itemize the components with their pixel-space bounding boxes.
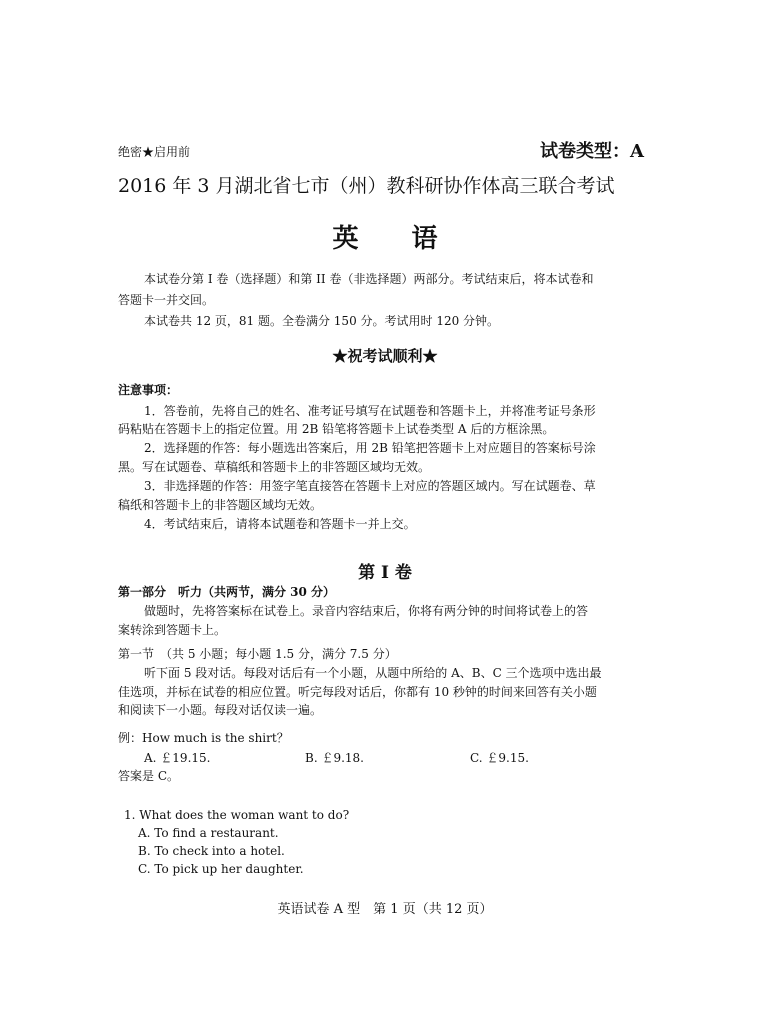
subsection-heading: 第一节 （共 5 小题；每小题 1.5 分，满分 7.5 分） <box>118 647 397 661</box>
note-3-line-1: 3．非选择题的作答：用签字笔直接答在答题卡上对应的答题区域内。写在试题卷、草 <box>144 479 596 493</box>
subsection-instr-line-2: 佳选项，并标在试卷的相应位置。听完每段对话后，你都有 10 秒钟的时间来回答有关小题 <box>118 685 597 699</box>
section-1-title: 第 I 卷 <box>358 563 412 583</box>
note-1-line-1: 1．答卷前，先将自己的姓名、准考证号填写在试题卷和答题卡上，并将准考证号条形 <box>144 404 596 418</box>
intro-line-1: 本试卷分第 I 卷（选择题）和第 II 卷（非选择题）两部分。考试结束后，将本试卷和 <box>144 272 594 286</box>
example-question: 例：How much is the shirt？ <box>118 731 289 745</box>
example-option-a: A. ￡19.15. <box>144 751 211 765</box>
subject-title: 英 语 <box>332 224 460 254</box>
part-1-instr-line-2: 案转涂到答题卡上。 <box>118 623 227 637</box>
question-1-option-c: C. To pick up her daughter. <box>138 862 304 876</box>
note-2-line-2: 黑。写在试题卷、草稿纸和答题卡上的非答题区域均无效。 <box>118 460 431 474</box>
blessing: ★祝考试顺利★ <box>332 347 438 365</box>
note-4: 4．考试结束后，请将本试题卷和答题卡一并上交。 <box>144 517 416 531</box>
note-3-line-2: 稿纸和答题卡上的非答题区域均无效。 <box>118 498 323 512</box>
subsection-instr-line-3: 和阅读下一小题。每段对话仅读一遍。 <box>118 703 323 717</box>
question-1-option-a: A. To find a restaurant. <box>138 826 279 840</box>
question-1-stem: 1. What does the woman want to do? <box>124 808 350 822</box>
example-answer: 答案是 C。 <box>118 769 179 783</box>
note-2-line-1: 2．选择题的作答：每小题选出答案后，用 2B 铅笔把答题卡上对应题目的答案标号涂 <box>144 441 596 455</box>
question-1-option-b: B. To check into a hotel. <box>138 844 285 858</box>
example-option-b: B. ￡9.18. <box>305 751 364 765</box>
secret-label: 绝密★启用前 <box>118 145 191 159</box>
paper-type: 试卷类型：A <box>540 141 644 162</box>
intro-line-3: 本试卷共 12 页，81 题。全卷满分 150 分。考试用时 120 分钟。 <box>144 314 500 328</box>
page-footer: 英语试卷 A 型 第 1 页（共 12 页） <box>277 902 493 917</box>
part-1-instr-line-1: 做题时，先将答案标在试卷上。录音内容结束后，你将有两分钟的时间将试卷上的答 <box>144 604 589 618</box>
exam-title: 2016 年 3 月湖北省七市（州）教科研协作体高三联合考试 <box>118 175 615 197</box>
part-1-heading: 第一部分 听力（共两节，满分 30 分） <box>118 585 336 599</box>
subsection-instr-line-1: 听下面 5 段对话。每段对话后有一个小题，从题中所给的 A、B、C 三个选项中选出最 <box>144 666 602 680</box>
example-option-c: C. ￡9.15. <box>470 751 529 765</box>
notes-heading: 注意事项： <box>118 383 179 397</box>
note-1-line-2: 码粘贴在答题卡上的指定位置。用 2B 铅笔将答题卡上试卷类型 A 后的方框涂黑。 <box>118 422 555 436</box>
intro-line-2: 答题卡一并交回。 <box>118 293 215 307</box>
